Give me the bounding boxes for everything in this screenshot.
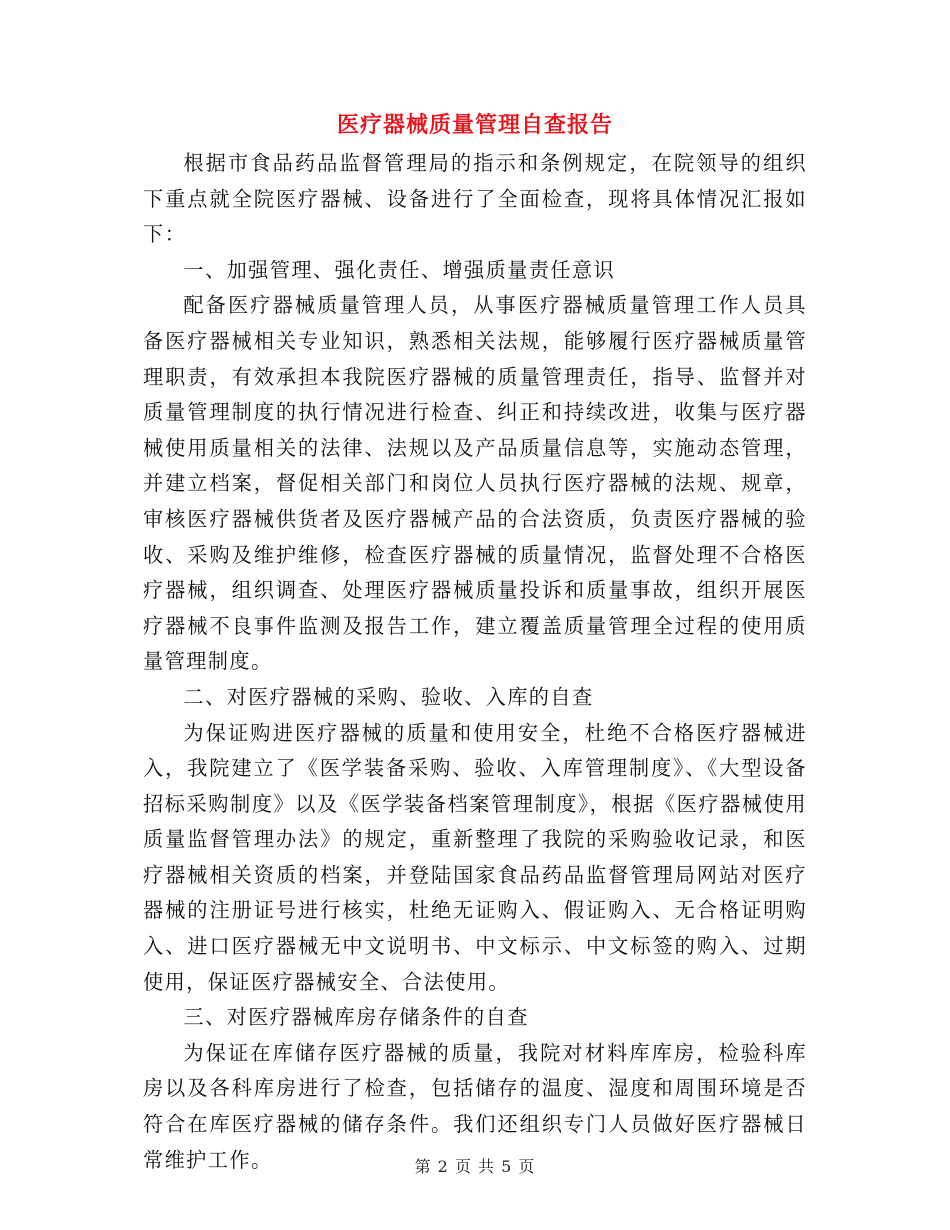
section-heading-2: 二、对医疗器械的采购、验收、入库的自查 (183, 684, 594, 709)
section-heading-1: 一、加强管理、强化责任、增强质量责任意识 (183, 257, 616, 282)
intro-paragraph: 根据市食品药品监督管理局的指示和条例规定，在院领导的组织下重点就全院医疗器械、设备进行了全面检查，现将具体情况汇报如下： (143, 151, 807, 247)
section-heading-3: 三、对医疗器械库房存储条件的自查 (183, 1005, 529, 1030)
body-paragraph: 为保证购进医疗器械的质量和使用安全，杜绝不合格医疗器械进入，我院建立了《医学装备采购、验收、入库管理制度》、《大型设备招标采购制度》以及《医学装备档案管理制度》，根据《医疗器械使用质量监督管理办法》的规定，重新整理了我院的采购验收记录，和医疗器械相关资质的档案，并登陆国家食品药品监督管理局网站对医疗器械的注册证号进行核实，杜绝无证购入、假证购入、无合格证明购入、进口医疗器械无中文说明书、中文标示、中文标签的购入、过期使用，保证医疗器械安全、合法使用。 (143, 720, 807, 994)
page-number-footer: 第 2 页 共 5 页 (414, 1157, 536, 1176)
body-paragraph: 为保证在库储存医疗器械的质量，我院对材料库库房，检验科库房以及各科库房进行了检查，包括储存的温度、湿度和周围环境是否符合在库医疗器械的储存条件。我们还组织专门人员做好医疗器械日常维护工作。 (143, 1040, 807, 1172)
document-body (143, 146, 807, 1178)
body-paragraph: 配备医疗器械质量管理人员，从事医疗器械质量管理工作人员具备医疗器械相关专业知识，熟悉相关法规，能够履行医疗器械质量管理职责，有效承担本我院医疗器械的质量管理责任，指导、监督并对质量管理制度的执行情况进行检查、纠正和持续改进，收集与医疗器械使用质量相关的法律、法规以及产品质量信息等，实施动态管理，并建立档案，督促相关部门和岗位人员执行医疗器械的法规、规章，审核医疗器械供货者及医疗器械产品的合法资质，负责医疗器械的验收、采购及维护维修，检查医疗器械的质量情况，监督处理不合格医疗器械，组织调查、处理医疗器械质量投诉和质量事故，组织开展医疗器械不良事件监测及报告工作，建立覆盖质量管理全过程的使用质量管理制度。 (143, 293, 807, 674)
document-title: 医疗器械质量管理自查报告 (336, 113, 613, 138)
